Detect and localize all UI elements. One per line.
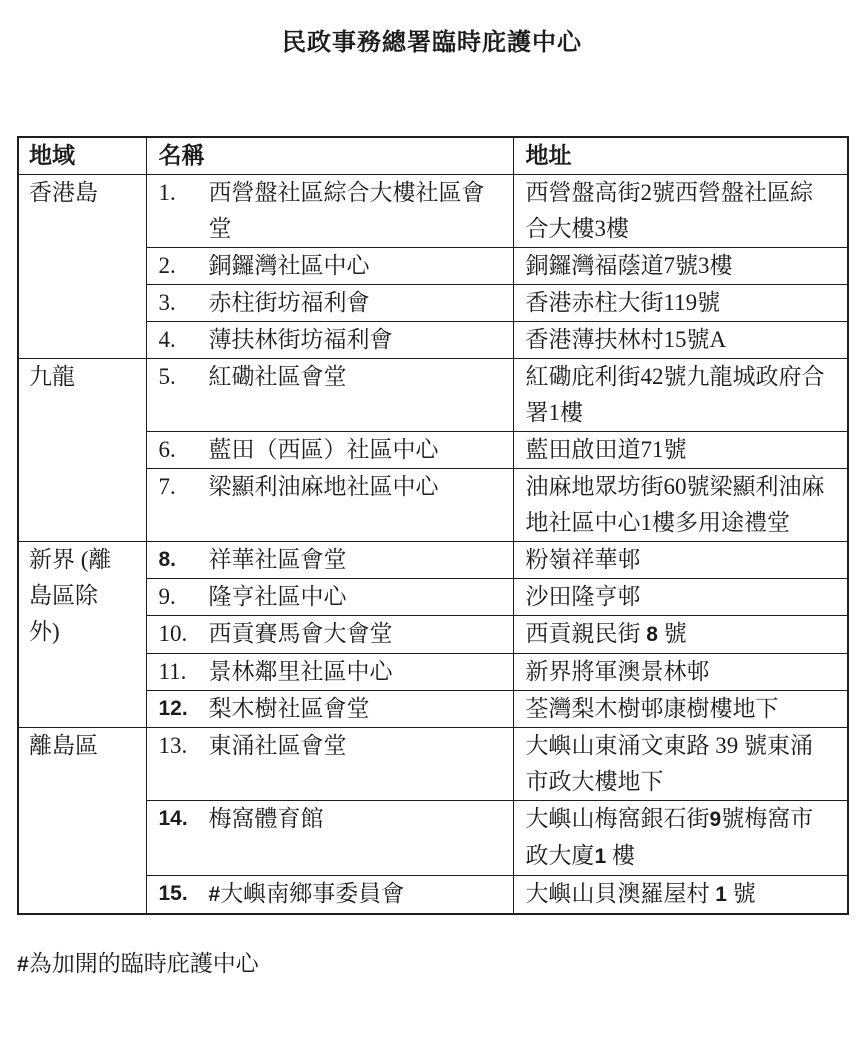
shelter-table [17, 136, 849, 915]
row-number: 3. [158, 290, 176, 315]
address-cell: 香港薄扶林村15號A [513, 322, 848, 359]
address-cell: 西營盤高街2號西營盤社區綜合大樓3樓 [513, 175, 848, 248]
address-cell: 大嶼山梅窩銀石街9號梅窩市政大廈1 樓 [513, 801, 848, 876]
venue-name: 祥華社區會堂 [208, 547, 347, 572]
venue-name: 梨木樹社區會堂 [208, 696, 370, 721]
name-cell [146, 469, 513, 542]
row-number: 11. [158, 659, 187, 684]
address-cell: 大嶼山東涌文東路 39 號東涌市政大樓地下 [513, 728, 848, 801]
address-cell: 西貢親民街 8 號 [513, 616, 848, 654]
venue-name: 景林鄰里社區中心 [208, 659, 393, 684]
row-number: 12. [158, 697, 188, 720]
address-cell: 銅鑼灣福蔭道7號3樓 [513, 248, 848, 285]
name-cell [146, 801, 513, 876]
name-cell [146, 876, 513, 915]
address-cell: 香港赤柱大街119號 [513, 285, 848, 322]
venue-name: 赤柱街坊福利會 [208, 290, 370, 315]
name-cell [146, 616, 513, 654]
name-cell [146, 248, 513, 285]
name-cell [146, 579, 513, 616]
address-cell: 藍田啟田道71號 [513, 432, 848, 469]
venue-name: 紅磡社區會堂 [208, 364, 347, 389]
venue-name: 西營盤社區綜合大樓社區會堂 [208, 180, 485, 241]
row-number: 14. [158, 807, 188, 830]
header-name: 名稱 [146, 137, 513, 175]
table-row [18, 175, 848, 248]
venue-name: 梁顯利油麻地社區中心 [208, 474, 439, 499]
row-number: 10. [158, 621, 188, 646]
document-page [0, 28, 864, 982]
footnote-hash-mark: # [17, 953, 29, 976]
row-number: 5. [158, 364, 176, 389]
footnote-text: 為加開的臨時庇護中心 [28, 951, 259, 976]
venue-name: 東涌社區會堂 [208, 733, 347, 758]
name-cell [146, 728, 513, 801]
address-cell: 新界將軍澳景林邨 [513, 654, 848, 691]
name-cell [146, 432, 513, 469]
address-cell: 沙田隆亨邨 [513, 579, 848, 616]
page-title: 民政事務總署臨時庇護中心 [282, 30, 582, 56]
name-cell [146, 285, 513, 322]
row-number: 8. [158, 548, 177, 571]
address-cell: 荃灣梨木樹邨康樹樓地下 [513, 691, 848, 728]
region-cell: 新界 (離島區除外) [18, 542, 146, 728]
name-cell [146, 691, 513, 728]
table-body [18, 175, 848, 915]
row-number: 9. [158, 584, 176, 609]
region-cell: 九龍 [18, 359, 146, 542]
footnote [17, 947, 864, 982]
row-number: 4. [158, 327, 176, 352]
address-cell: 油麻地眾坊街60號梁顯利油麻地社區中心1樓多用途禮堂 [513, 469, 848, 542]
table-row [18, 542, 848, 579]
table-header-row [18, 137, 848, 175]
row-number: 6. [158, 437, 176, 462]
name-cell [146, 654, 513, 691]
row-number: 2. [158, 253, 176, 278]
table-row [18, 728, 848, 801]
row-number: 1. [158, 180, 176, 205]
venue-name: 西貢賽馬會大會堂 [208, 621, 393, 646]
address-cell: 大嶼山貝澳羅屋村 1 號 [513, 876, 848, 915]
region-cell: 離島區 [18, 728, 146, 915]
row-number: 15. [158, 882, 188, 905]
table-row [18, 359, 848, 432]
venue-name: 薄扶林街坊福利會 [208, 327, 393, 352]
name-cell [146, 359, 513, 432]
name-cell [146, 322, 513, 359]
address-cell: 粉嶺祥華邨 [513, 542, 848, 579]
header-address: 地址 [513, 137, 848, 175]
address-cell: 紅磡庇利街42號九龍城政府合署1樓 [513, 359, 848, 432]
venue-name: 銅鑼灣社區中心 [208, 253, 370, 278]
region-cell: 香港島 [18, 175, 146, 359]
venue-name: 梅窩體育館 [208, 806, 324, 831]
header-region: 地域 [18, 137, 146, 175]
row-number: 13. [158, 733, 188, 758]
name-cell [146, 542, 513, 579]
row-number: 7. [158, 474, 176, 499]
venue-name: #大嶼南鄉事委員會 [208, 881, 405, 906]
name-cell [146, 175, 513, 248]
venue-name: 隆亨社區中心 [208, 584, 347, 609]
venue-name: 藍田（西區）社區中心 [208, 437, 439, 462]
